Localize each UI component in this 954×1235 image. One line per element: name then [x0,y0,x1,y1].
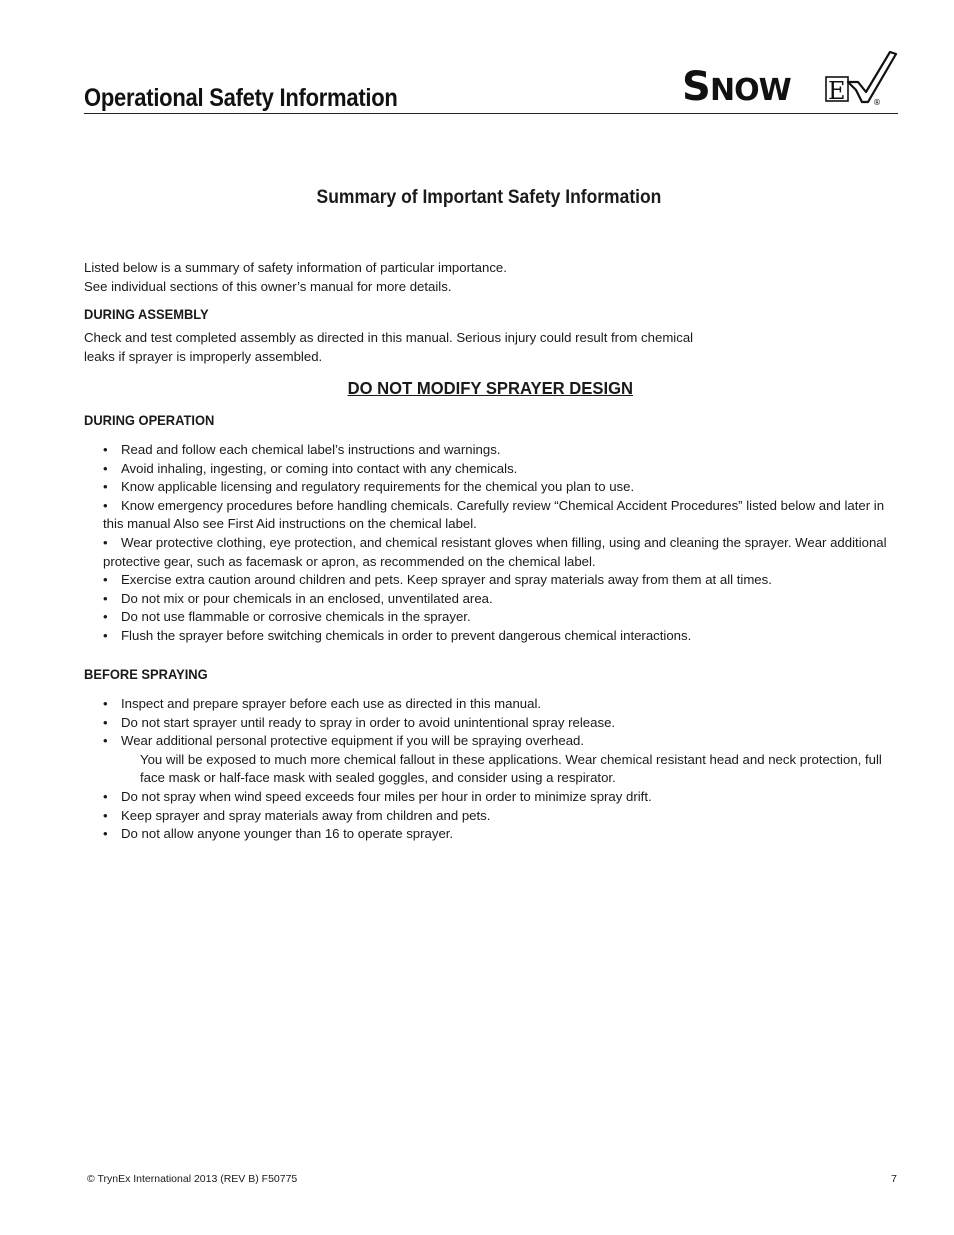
bullet-icon: • [103,733,108,749]
intro-text [84,259,884,296]
spraying-heading: BEFORE SPRAYING [84,667,208,682]
list-item [103,478,893,497]
intro-line: See individual sections of this owner’s manual for more details. [84,278,452,294]
list-item [103,441,893,460]
assembly-line: leaks if sprayer is improperly assembled. [84,348,323,364]
summary-title: Summary of Important Safety Information [316,187,662,208]
svg-text:E: E [828,77,846,105]
operation-heading: DURING OPERATION [84,413,215,428]
svg-text:NOW: NOW [710,73,791,108]
list-item [103,825,893,844]
bullet-icon: • [103,442,108,457]
bullet-icon: • [103,609,108,625]
list-item [103,732,893,788]
list-item-text: Read and follow each chemical label’s instructions and warnings. [121,442,501,457]
bullet-icon: • [103,714,108,730]
list-item-text: Do not allow anyone younger than 16 to operate sprayer. [121,826,454,842]
list-item-text: Do not use flammable or corrosive chemicals in the sprayer. [121,609,471,625]
list-item [103,534,893,571]
bullet-icon: • [103,696,108,711]
bullet-icon: • [103,788,108,804]
spraying-list [103,695,893,844]
footer-copyright: © TrynEx International 2013 (REV B) F50775 [87,1173,298,1185]
warning-banner: DO NOT MODIFY SPRAYER DESIGN [347,378,634,398]
list-item [103,714,893,733]
page-title: Operational Safety Information [84,84,398,112]
list-item-text: Flush the sprayer before switching chemicals in order to prevent dangerous chemical interactions. [121,627,692,643]
bullet-icon: • [103,590,108,606]
bullet-icon: • [103,826,108,842]
list-item [103,497,893,534]
list-item [103,571,893,590]
bullet-icon: • [103,534,108,550]
snowex-logo [680,48,900,108]
list-item [103,460,893,479]
assembly-line: Check and test completed assembly as directed in this manual. Serious injury could result from chemical [84,330,694,345]
page-number: 7 [891,1173,897,1185]
list-item-text: Exercise extra caution around children and pets. Keep sprayer and spray materials away from them at all times. [121,572,772,588]
list-item-text: Avoid inhaling, ingesting, or coming into contact with any chemicals. [121,460,518,476]
svg-text:S: S [682,64,710,108]
list-item-text: Know emergency procedures before handling chemicals. Carefully review “Chemical Accident Procedures” listed below and later in this manual Also see First Aid instructions on the chemical label. [103,497,885,532]
svg-text:®: ® [873,98,881,107]
assembly-heading: DURING ASSEMBLY [84,307,209,322]
list-item [103,608,893,627]
list-item-text: Wear additional personal protective equipment if you will be spraying overhead. [121,733,585,749]
intro-line: Listed below is a summary of safety information of particular importance. [84,260,507,275]
bullet-icon: • [103,627,108,643]
bullet-icon: • [103,572,108,588]
list-item [103,590,893,609]
header-rule [84,113,898,114]
overhead-note: You will be exposed to much more chemical fallout in these applications. Wear chemical resistant head and neck protection, full face mask or half-face mask with sealed goggles, and consider using a respirator. [140,751,882,786]
list-item-text: Do not mix or pour chemicals in an enclosed, unventilated area. [121,590,493,606]
list-item [103,695,893,714]
assembly-text [84,329,884,366]
list-item [103,788,893,807]
list-item [103,627,893,646]
operation-list [103,441,893,646]
list-item-text: Inspect and prepare sprayer before each use as directed in this manual. [121,696,542,711]
list-item-text: Wear protective clothing, eye protection, and chemical resistant gloves when filling, using and cleaning the sprayer. Wear additional protective gear, such as facemask or apron, as recommended on the chemical label. [103,534,887,569]
list-item-text: Do not start sprayer until ready to spray in order to avoid unintentional spray release. [121,714,616,730]
list-item-text: Know applicable licensing and regulatory requirements for the chemical you plan to use. [121,479,635,495]
bullet-icon: • [103,807,108,823]
list-item-text: Keep sprayer and spray materials away from children and pets. [121,807,491,823]
list-item [103,807,893,826]
bullet-icon: • [103,460,108,476]
list-item-text: Do not spray when wind speed exceeds four miles per hour in order to minimize spray drift. [121,788,652,804]
bullet-icon: • [103,479,108,495]
bullet-icon: • [103,497,108,513]
